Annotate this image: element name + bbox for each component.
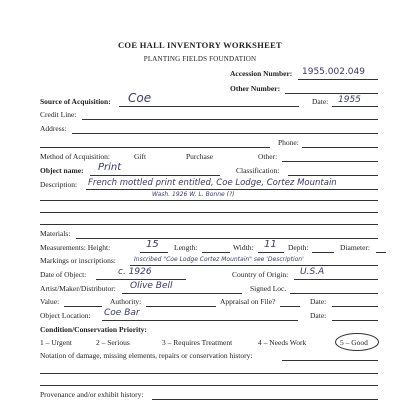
selected-condition-circle: [335, 333, 379, 351]
source-label: Source of Acquisition:: [40, 97, 111, 106]
source-date-value[interactable]: 1955: [338, 95, 361, 105]
artist-line: [122, 293, 242, 294]
value-label: Value:: [40, 297, 60, 306]
location-date-label: Date:: [310, 311, 327, 320]
address-label: Address:: [40, 124, 67, 133]
condition-option-urgent[interactable]: 1 – Urgent: [40, 338, 72, 347]
source-date-label: Date:: [312, 97, 329, 106]
object-name-label: Object name:: [40, 166, 84, 175]
signed-line: [290, 293, 378, 294]
width-line: [258, 252, 284, 253]
description-line-3: [40, 212, 378, 213]
condition-option-needs-work[interactable]: 4 – Needs Work: [258, 338, 307, 347]
object-name-line: [90, 175, 220, 176]
depth-line: [312, 252, 334, 253]
appraisal-label: Appraisal on File?: [220, 297, 276, 306]
credit-line-label: Credit Line:: [40, 110, 77, 119]
method-other-line: [282, 161, 378, 162]
source-value[interactable]: Coe: [128, 91, 152, 105]
country-label: Country of Origin:: [232, 270, 289, 279]
signed-label: Signed Loc.: [250, 284, 287, 293]
credit-line-line: [82, 119, 378, 120]
method-other-label: Other:: [258, 152, 278, 161]
accession-number-value[interactable]: 1955.002.049: [302, 67, 365, 77]
location-line: [102, 320, 298, 321]
description-line-2: [40, 200, 378, 201]
other-number-line: [285, 93, 378, 94]
markings-value[interactable]: Inscribed "Coe Lodge Cortez Mountain" see 'Description': [134, 256, 304, 263]
worksheet-title: COE HALL INVENTORY WORKSHEET: [117, 40, 283, 50]
date-of-object-line: [96, 279, 186, 280]
materials-line: [76, 238, 378, 239]
country-value[interactable]: U.S.A: [300, 267, 325, 277]
description-line-4: [40, 224, 378, 225]
method-gift[interactable]: Gift: [134, 152, 147, 161]
height-line: [140, 252, 168, 253]
address-line-2: [40, 147, 270, 148]
diameter-line: [376, 252, 386, 253]
length-line: [202, 252, 230, 253]
country-line: [294, 279, 378, 280]
phone-line: [302, 147, 378, 148]
appraisal-date-line: [332, 306, 378, 307]
foundation-subtitle: PLANTING FIELDS FOUNDATION: [143, 55, 257, 63]
location-label: Object Location:: [40, 311, 91, 320]
object-name-value[interactable]: Print: [98, 162, 122, 173]
damage-notation-label: Notation of damage, missing elements, repairs or conservation history:: [40, 351, 253, 360]
provenance-label: Provenance and/or exhibit history:: [40, 390, 144, 399]
authority-line: [146, 306, 216, 307]
damage-notation-line-1: [282, 360, 378, 361]
location-value[interactable]: Coe Bar: [104, 308, 140, 318]
description-value-line-2[interactable]: Wash. 1926 W. L. Bonne (?): [152, 191, 235, 198]
phone-label: Phone:: [278, 138, 299, 147]
artist-value[interactable]: Olive Bell: [130, 281, 173, 291]
width-label: Width:: [233, 243, 254, 252]
condition-option-serious[interactable]: 2 – Serious: [96, 338, 130, 347]
classification-line: [288, 175, 378, 176]
damage-notation-line-3: [40, 385, 378, 386]
measurements-height-label: Measurements: Height:: [40, 243, 111, 252]
markings-label: Markings or inscriptions:: [40, 256, 116, 265]
authority-label: Authority:: [110, 297, 142, 306]
appraisal-date-label: Date:: [310, 297, 327, 306]
method-purchase[interactable]: Purchase: [186, 152, 214, 161]
location-date-line: [332, 320, 378, 321]
damage-notation-line-2: [40, 373, 378, 374]
height-value[interactable]: 15: [146, 239, 159, 250]
date-of-object-value[interactable]: c. 1926: [118, 267, 152, 277]
materials-label: Materials:: [40, 229, 71, 238]
condition-option-good[interactable]: 5 – Good: [340, 338, 368, 347]
source-date-line: [332, 106, 378, 107]
method-label: Method of Acquisition:: [40, 152, 110, 161]
artist-label: Artist/Maker/Distributor:: [40, 284, 116, 293]
date-of-object-label: Date of Object:: [40, 270, 87, 279]
markings-line: [130, 265, 378, 266]
classification-label: Classification:: [236, 166, 280, 175]
accession-number-label: Accession Number:: [230, 69, 293, 78]
other-number-label: Other Number:: [230, 84, 281, 93]
condition-option-requires-treatment[interactable]: 3 – Requires Treatment: [162, 338, 233, 347]
source-line: [119, 106, 299, 107]
description-label: Description:: [40, 180, 78, 189]
appraisal-line: [280, 306, 300, 307]
depth-label: Depth:: [288, 243, 309, 252]
width-value[interactable]: 11: [264, 239, 277, 250]
address-line-1: [72, 133, 378, 134]
diameter-label: Diameter:: [340, 243, 370, 252]
accession-number-line: [298, 79, 378, 80]
value-line: [64, 306, 102, 307]
description-value-line-1[interactable]: French mottled print entitled, Coe Lodge, Cortez Mountain: [88, 178, 337, 188]
condition-heading: Condition/Conservation Priority:: [40, 325, 147, 334]
length-label: Length:: [174, 243, 198, 252]
